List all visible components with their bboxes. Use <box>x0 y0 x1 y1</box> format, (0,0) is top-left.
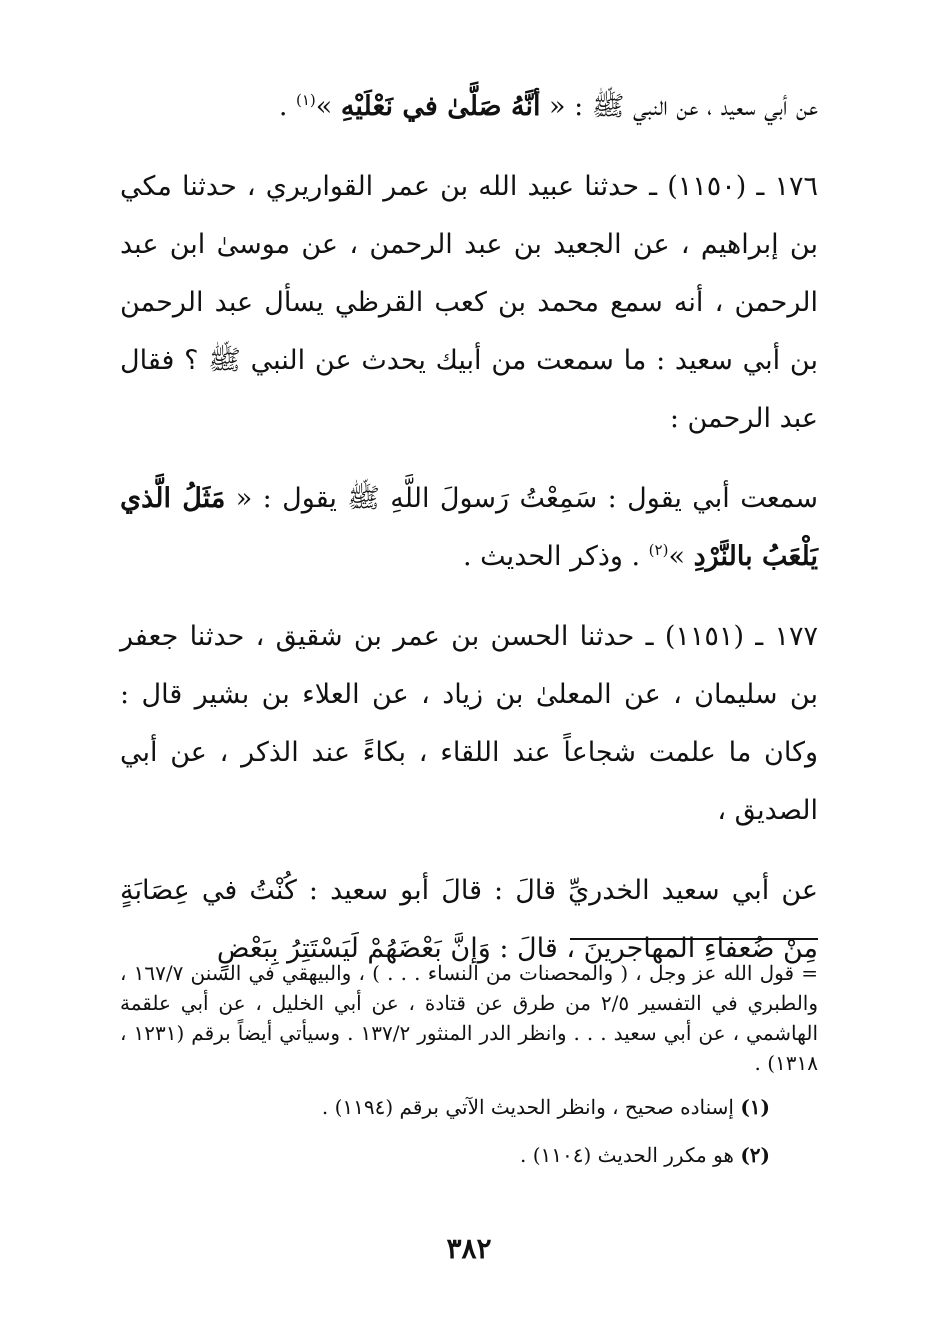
p3-quote: مَثَلُ الَّذي يَلْعَبُ بالنَّرْدِ <box>120 483 818 572</box>
footnote-1-text: إسناده صحيح ، وانظر الحديث الآتي برقم (١١٩٤) . <box>321 1095 741 1119</box>
p1-close: » <box>315 91 341 122</box>
footnote-ref-2: (٢) <box>648 541 669 559</box>
p1-quote: أنَّهُ صَلَّىٰ في نَعْلَيْهِ <box>340 91 541 122</box>
footnote-ref-1: (١) <box>296 91 316 109</box>
footnote-2 <box>120 1140 818 1170</box>
footnote-divider <box>570 938 818 940</box>
paragraph-hadith-176-text <box>120 470 818 586</box>
p4-text: ١٧٧ ـ (١١٥١) ـ حدثنا الحسن بن عمر بن شقيق ، حدثنا جعفر بن سليمان ، عن المعلىٰ بن زياد ، عن العلاء بن بشير قال : وكان ما علمت شجاعاً عند اللقاء ، بكاءً عند الذكر ، عن أبي الصديق ، <box>120 621 818 826</box>
page-number: ٣٨٢ <box>446 1232 492 1265</box>
footnotes <box>120 958 818 1188</box>
main-text <box>120 78 818 1000</box>
p3-text: سمعت أبي يقول : سَمِعْتُ رَسولَ اللَّهِ ﷺ يقول : « <box>225 483 818 514</box>
paragraph-hadith-175-end <box>120 78 818 136</box>
p3-tail: . وذكر الحديث . <box>463 541 649 572</box>
p1-text: عن أبي سعيد ، عن النبي ﷺ : « <box>540 91 818 122</box>
footnote-2-number: (٢) <box>740 1143 770 1167</box>
footnote-1 <box>120 1092 818 1122</box>
p2-text: ١٧٦ ـ (١١٥٠) ـ حدثنا عبيد الله بن عمر القواريري ، حدثنا مكي بن إبراهيم ، عن الجعيد بن عبد الرحمن ، عن موسىٰ ابن عبد الرحمن ، أنه سمع محمد بن كعب القرظي يسأل عبد الرحمن بن أبي سعيد : ما سمعت من أبيك يحدث عن النبي ﷺ ؟ فقال عبد الرحمن : <box>120 171 818 434</box>
footnote-continuation: = قول الله عز وجل ، ( والمحصنات من النساء . . . ) ، والبيهقي في السنن ١٦٧/٧ ، والطبري في التفسير ٢/٥ من طرق عن قتادة ، عن أبي الخليل ، عن أبي علقمة الهاشمي ، عن أبي سعيد . . . وانظر الدر المنثور ١٣٧/٢ . وسيأتي أيضاً برقم (١٢٣١ ، ١٣١٨) . <box>120 961 819 1075</box>
paragraph-hadith-177 <box>120 608 818 840</box>
p3-close: » <box>668 541 694 572</box>
p1-tail: . <box>278 91 296 122</box>
paragraph-hadith-176 <box>120 158 818 448</box>
footnote-1-number: (١) <box>740 1095 770 1119</box>
footnote-2-text: هو مكرر الحديث (١١٠٤) . <box>519 1143 741 1167</box>
p5-text: عن أبي سعيد الخدريِّ قالَ : قالَ أبو سعيد : كُنْتُ في عِصَابَةٍ مِنْ ضُعفاءِ المهاجرينَ ، قالَ : وَإنَّ بَعْضَهُمْ لَيَسْتَتِرُ بِبَعْضٍ <box>120 875 818 964</box>
